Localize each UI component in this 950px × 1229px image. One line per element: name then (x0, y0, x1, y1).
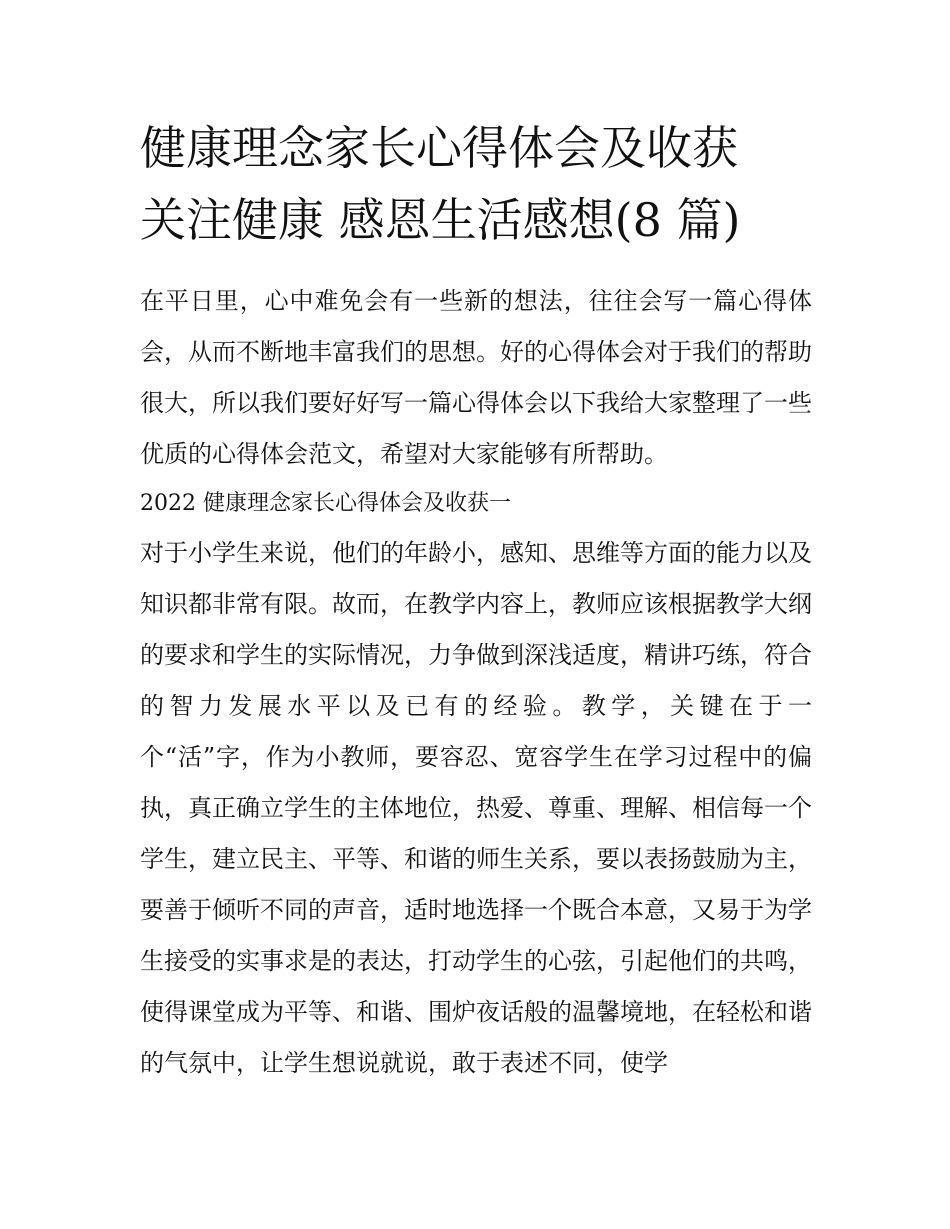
section-heading: 2022 健康理念家长心得体会及收获一 (140, 491, 511, 516)
title-line-2: 关注健康 感恩生活感想(8 篇) (140, 193, 741, 247)
title-line-1: 健康理念家长心得体会及收获 (140, 121, 738, 175)
document-title (140, 112, 812, 256)
body-paragraph: 对于小学生来说，他们的年龄小，感知、思维等方面的能力以及知识都非常有限。故而，在教学内容上，教师应该根据教学大纲的要求和学生的实际情况，力争做到深浅适度，精讲巧练，符合的智力发展水平以及已有的经验。教学，关键在于一个“活”字，作为小教师，要容忍、宽容学生在学习过程中的偏执，真正确立学生的主体地位，热爱、尊重、理解、相信每一个学生，建立民主、平等、和谐的师生关系，要以表扬鼓励为主，要善于倾听不同的声音，适时地选择一个既合本意，又易于为学生接受的实事求是的表达，打动学生的心弦，引起他们的共鸣，使得课堂成为平等、和谐、围炉夜话般的温馨境地，在轻松和谐的气氛中，让学生想说就说，敢于表述不同，使学 (140, 539, 812, 1077)
intro-paragraph: 在平日里，心中难免会有一些新的想法，往往会写一篇心得体会，从而不断地丰富我们的思想。好的心得体会对于我们的帮助很大，所以我们要好好写一篇心得体会以下我给大家整理了一些优质的心得体会范文，希望对大家能够有所帮助。 (140, 287, 812, 468)
document-content (140, 112, 812, 1089)
